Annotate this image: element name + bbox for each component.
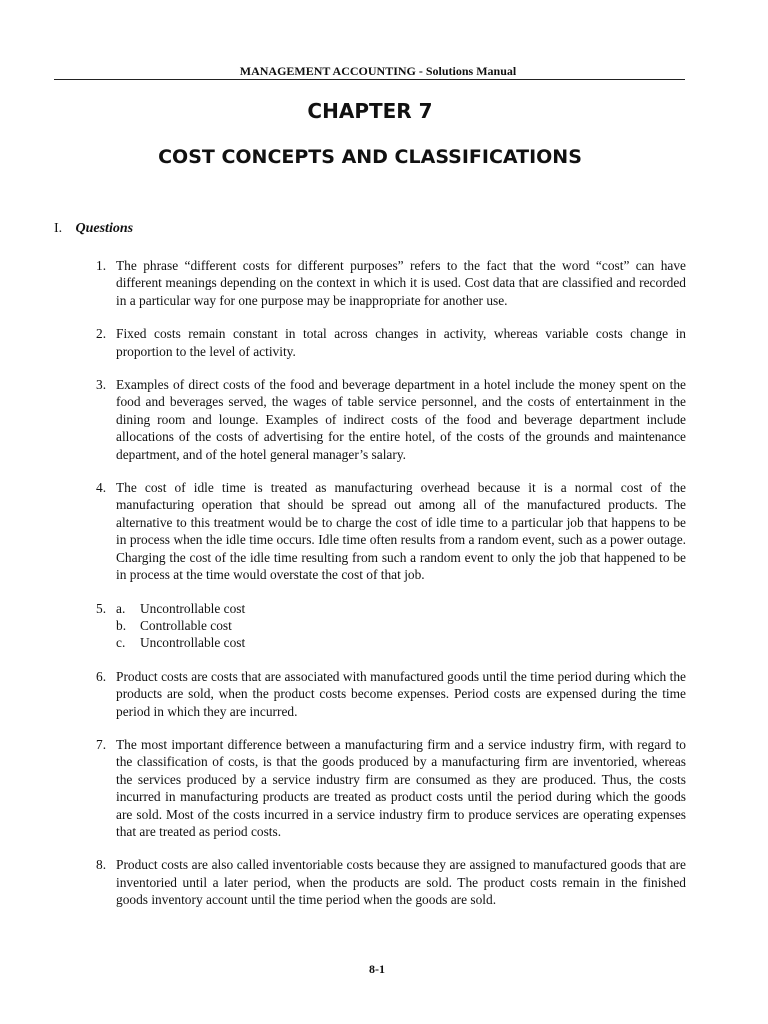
sub-answer-text: Controllable cost [140, 617, 232, 633]
sub-answer-text: Uncontrollable cost [140, 600, 246, 616]
question-number: 8. [96, 857, 107, 873]
question-number: 1. [96, 258, 107, 273]
sub-answer-letter: c. [116, 635, 126, 651]
sub-answer [116, 617, 686, 634]
question-item [96, 856, 686, 908]
question-number: 7. [96, 736, 107, 752]
question-item [96, 376, 686, 463]
questions-list [96, 257, 686, 925]
section-roman-numeral: I. [54, 221, 63, 236]
running-header: MANAGEMENT ACCOUNTING - Solutions Manual [239, 64, 517, 78]
question-number: 3. [96, 377, 107, 393]
question-text: The cost of idle time is treated as manufacturing overhead because it is a normal cost of the manufacturing operation that should be spread out among all of the manufactured products. The alternative to this treatment would be to charge the cost of idle time to a particular job that happens to be in process when the idle time occurs. Idle time often results from a random event, such as a power outage. Charging the cost of the idle time resulting from such a random event to only the job that happened to be in process at the time would overstate the cost of that job. [116, 480, 686, 583]
question-number: 6. [96, 668, 107, 684]
question-item [96, 479, 686, 583]
question-item [96, 668, 686, 720]
chapter-number: CHAPTER 7 [307, 99, 433, 123]
section-label: Questions [75, 221, 134, 236]
question-item [96, 257, 686, 309]
question-text: Fixed costs remain constant in total across changes in activity, whereas variable costs change in proportion to the level of activity. [116, 326, 686, 359]
page-number: 8-1 [369, 962, 385, 976]
question-text: Product costs are also called inventoriable costs because they are assigned to manufactured goods that are inventoried until a later period, when the products are sold. The product costs remain in the finished goods inventory account until the time period when the goods are sold. [116, 857, 686, 908]
sub-answer [116, 634, 686, 651]
question-item [96, 600, 686, 652]
sub-answer-text: Uncontrollable cost [140, 635, 246, 651]
question-number: 5. [96, 600, 107, 616]
section-heading [54, 221, 133, 237]
question-text: Examples of direct costs of the food and beverage department in a hotel include the money spent on the food and beverages served, the wages of table service personnel, and the costs of entertainment in the dining room and lounge. Examples of indirect costs of the food and beverage department include allocations of the costs of advertising for the entire hotel, of the costs of the grounds and maintenance department, and of the hotel general manager’s salary. [116, 377, 686, 462]
question-item [96, 325, 686, 360]
chapter-title: COST CONCEPTS AND CLASSIFICATIONS [158, 146, 582, 168]
question-number: 4. [96, 480, 107, 496]
header-rule [54, 79, 685, 80]
question-item [96, 736, 686, 840]
question-text: The most important difference between a manufacturing firm and a service industry firm, with regard to the classification of costs, is that the goods produced by a manufacturing firm are inventoried, whereas the services produced by a service industry firm are consumed as they are produced. Thus, the costs incurred in manufacturing products are treated as product costs until the period during which the goods are sold. Most of the costs incurred in a service industry firm to produce services are operating expenses that are treated as period costs. [116, 736, 686, 839]
question-text: Product costs are costs that are associated with manufactured goods until the time period during which the products are sold, when the product costs become expenses. Period costs are expensed during the time period in which they are incurred. [116, 668, 686, 719]
question-number: 2. [96, 326, 107, 342]
question-text: The phrase “different costs for different purposes” refers to the fact that the word “cost” can have different meanings depending on the context in which it is used. Cost data that are classified and recorded in a particular way for one purpose may be inappropriate for another use. [116, 258, 686, 308]
sub-answer-letter: a. [116, 600, 126, 616]
sub-answer [116, 600, 686, 617]
sub-answer-letter: b. [116, 617, 127, 633]
